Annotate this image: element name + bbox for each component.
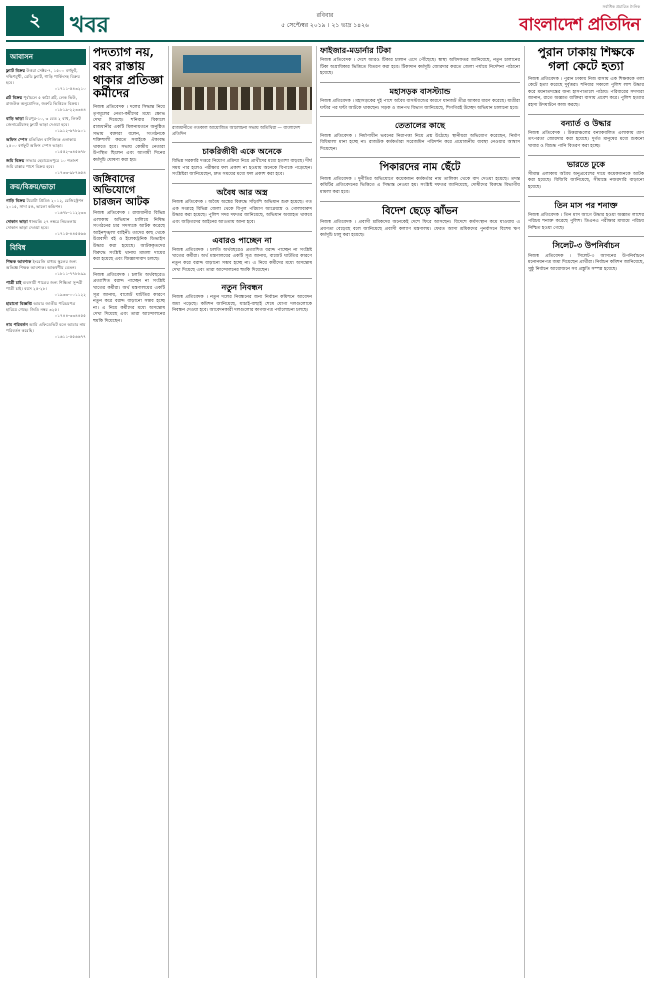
photo-banner xyxy=(183,55,301,72)
story-headline[interactable]: ভারতে ঢুকে xyxy=(566,158,606,169)
story-headline[interactable]: বিদেশ ছেড়ে ঝাঁভন xyxy=(382,205,458,217)
brand-tagline: সর্বাধিক প্রচারিত দৈনিক xyxy=(602,4,640,9)
story-headline[interactable]: পিকারদের নাম ছেঁটে xyxy=(379,162,461,174)
story-body: নিজস্ব প্রতিবেদক । প্রবাসী শ্রমিকদের অনেকেই দেশে ফিরে আসছেন। বিদেশে কর্মসংস্থান কমে যাওয়ায় এ প্রবণতা বেড়েছে বলে জানিয়েছে প্রবাসী কল্যাণ মন্ত্রণালয়। ফেরত আসা শ্রমিকদের পুনর্বাসনে বিশেষ ঋণ কর্মসূচি চালু করা হয়েছে। xyxy=(320,220,520,239)
story-headline[interactable]: মহাসড়ক বাসস্ট্যান্ড xyxy=(389,85,451,96)
divider xyxy=(528,236,644,237)
classified-heading: আবাসন xyxy=(6,49,86,65)
divider xyxy=(528,155,644,156)
divider xyxy=(93,268,165,269)
classified-item: পাত্রী চাই ব্যবসায়ী পাত্রের জন্য শিক্ষিতা সুন্দরী পাত্রী চাই। বয়স ২৫-২৮। ০১৯৩৩-০০১১২২ xyxy=(6,280,86,297)
story-headline[interactable]: তেতালের কাছে xyxy=(395,120,445,131)
classified-item: প্লট বিক্রয় পূর্বাচলে ৫ কাঠা প্লট, লেক ভিউ, রাজউক অনুমোদিত, জরুরি ভিত্তিতে বিক্রয়। ০১৮১৯-২২৩৩৪৪ xyxy=(6,95,86,112)
classified-item: শিক্ষক আবশ্যক ইংরেজি মাধ্যম স্কুলের জন্য অভিজ্ঞ শিক্ষক আবশ্যক। আকর্ষণীয় বেতন। ০১৮১১-৭৭৮৮৯৯ xyxy=(6,259,86,276)
divider xyxy=(320,157,520,158)
story-body: নিজস্ব প্রতিবেদক । উত্তরাঞ্চলের বন্যাকবলিত এলাকায় ত্রাণ তৎপরতা জোরদার করা হয়েছে। দুর্গত মানুষের মধ্যে শুকনো খাবার ও বিশুদ্ধ পানি বিতরণ করা হচ্ছে। xyxy=(528,130,644,149)
classified-item: দোকান ভাড়া ধানমন্ডি ২৭ নম্বরে নিচতলায় দোকান ভাড়া দেওয়া হবে। ০১৭১৫-৪৪৫৫৬৬ xyxy=(6,219,86,236)
story-body: সীমান্ত এলাকায় অবৈধ অনুপ্রবেশের দায়ে কয়েকজনকে আটক করা হয়েছে। বিজিবি জানিয়েছে, সীমান্তে নজরদারি বাড়ানো হয়েছে। xyxy=(528,171,644,190)
middle-news-column xyxy=(320,46,520,978)
story-body: নিজস্ব প্রতিবেদক । নির্মাণাধীন ভবনের নিরাপত্তা নিয়ে প্রশ্ন উঠেছে। স্থানীয়রা অভিযোগ করেছেন, নির্মাণ বিধিমালা মানা হচ্ছে না। রাজউক কর্মকর্তারা সরেজমিন পরিদর্শন করে প্রয়োজনীয় ব্যবস্থা নেওয়ার আশ্বাস দিয়েছেন। xyxy=(320,133,520,152)
divider xyxy=(320,116,520,117)
story-body: নিজস্ব প্রতিবেদক । চলতি অর্থবছরেও প্রত্যাশিত বরাদ্দ পাচ্ছেন না সংশ্লিষ্ট খাতের কর্মীরা। অর্থ মন্ত্রণালয়ের একটি সূত্র জানায়, বাজেট ঘাটতির কারণে নতুন করে বরাদ্দ বাড়ানো সম্ভব হচ্ছে না। এ নিয়ে কর্মীদের মধ্যে অসন্তোষ দেখা দিয়েছে এবং তারা আন্দোলনের হুমকি দিয়েছেন। xyxy=(172,247,312,273)
lead-headline[interactable]: পদত্যাগ নয়, বরং রাস্তায় থাকার প্রতিজ্ঞা কর্মীদের xyxy=(93,46,164,101)
column-divider xyxy=(316,46,317,978)
column-divider xyxy=(524,46,525,978)
divider xyxy=(528,114,644,115)
story-headline[interactable]: চাকরিজীবী একে অনেকে xyxy=(202,146,282,156)
story-headline[interactable]: পুরান ঢাকায় শিক্ষকে গলা কেটে হত্যা xyxy=(537,46,635,73)
story-body: বিভিন্ন সরকারি দপ্তরে নিয়োগ প্রক্রিয়া নিয়ে প্রার্থীদের মধ্যে হতাশা বাড়ছে। দীর্ঘ সময় পার হলেও পরীক্ষার ফল প্রকাশ না হওয়ায় অনেকে বিপাকে পড়েছেন। সংশ্লিষ্টরা জানিয়েছেন, দ্রুত সময়ের মধ্যে ফল প্রকাশ করা হবে। xyxy=(172,159,312,178)
classified-item: জমি বিক্রয় সাভার হেমায়েতপুরে ১০ শতাংশ জমি রাস্তার পাশে বিক্রয় হবে। ০১৭৩৩-৯৮৭৬৫৪ xyxy=(6,158,86,175)
story-body: নিজস্ব প্রতিবেদক । রাজধানীর বিভিন্ন এলাকায় অভিযান চালিয়ে নিষিদ্ধ সংগঠনের চার সদস্যকে আটক করেছে আইনশৃঙ্খলা বাহিনী। তাদের কাছ থেকে উগ্রবাদী বই ও ইলেকট্রনিক ডিভাইস উদ্ধার করা হয়েছে। আটককৃতদের বিরুদ্ধে সংশ্লিষ্ট থানায় মামলা দায়ের করা হয়েছে এবং জিজ্ঞাসাবাদ চলছে। xyxy=(93,211,165,263)
right-news-column xyxy=(528,46,644,978)
story-headline[interactable]: অবৈধ আর অস্ত্র xyxy=(216,186,268,197)
divider xyxy=(172,231,312,232)
story-headline[interactable]: ফাইজার-মডার্নার টিকা xyxy=(320,46,392,55)
divider xyxy=(172,183,312,184)
divider xyxy=(528,196,644,197)
story-headline[interactable]: বন্যার্ত ও উদ্ধার xyxy=(560,117,612,128)
classified-item: নাম পরিবর্তন আমি এফিডেভিট বলে আমার নাম পরিবর্তন করেছি। ০১৬১১-৫৫৬৬৭৭ xyxy=(6,322,86,339)
classified-item: বাড়ি ভাড়া মিরপুর-১০, ৩ বেড ২ বাথ, লিফট জেনারেটরসহ ফ্ল্যাট ভাড়া দেওয়া হবে। ০১৯১২-৬৭৮৯০১ xyxy=(6,116,86,133)
column-divider xyxy=(89,46,90,978)
story-body: নিজস্ব প্রতিবেদক । নতুন দলের নিবন্ধনের জন্য নির্বাচন কমিশনে আবেদন জমা পড়েছে। কমিশন জানিয়েছে, যাচাই-বাছাই শেষে যোগ্য দলগুলোকে নিবন্ধন দেওয়া হবে। আবেদনকারী দলগুলোর কাগজপত্র পর্যালোচনা চলছে। xyxy=(172,295,312,314)
story-body: নিজস্ব প্রতিবেদক । মহাসড়কের দুই পাশে অবৈধ বাসস্ট্যান্ডের কারণে যানজট তীব্র আকার ধারণ করেছে। যাত্রীরা ঘণ্টার পর ঘণ্টা আটকে থাকছেন। সড়ক ও জনপথ বিভাগ জানিয়েছে, শিগগিরই উচ্ছেদ অভিযান চালানো হবে। xyxy=(320,99,520,111)
story-body: নিজস্ব প্রতিবেদক । অবৈধ অস্ত্রের বিরুদ্ধে সাঁড়াশি অভিযান শুরু হয়েছে। গত এক সপ্তাহে বিভিন্ন জেলা থেকে বিপুল পরিমাণ আগ্নেয়াস্ত্র ও গোলাবারুদ উদ্ধার করা হয়েছে। পুলিশ সদর দফতর জানিয়েছে, অভিযান অব্যাহত থাকবে এবং জড়িতদের আইনের আওতায় আনা হবে। xyxy=(172,200,312,225)
masthead-rule xyxy=(6,40,644,42)
story-body: নিজস্ব প্রতিবেদক । পুরান ঢাকায় নিজ বাসায় এক শিক্ষককে গলা কেটে হত্যা করেছে দুর্বৃত্তরা। শনিবার সকালে পুলিশ লাশ উদ্ধার করে ময়নাতদন্তের জন্য হাসপাতালে পাঠায়। পরিবারের সদস্যরা জানান, রাতে অজ্ঞাত ব্যক্তিরা বাসায় প্রবেশ করে। পুলিশ হত্যার রহস্য উদঘাটনে কাজ করছে। xyxy=(528,76,644,108)
section-name: খবর xyxy=(70,12,109,38)
date-line: ৫ সেপ্টেম্বর ২০১৯ । ২১ ভাদ্র ১৪২৬ xyxy=(281,22,369,29)
photo-caption: রাজধানীতে গতকাল আয়োজিত আলোচনা সভায় অতিথিরা — বাংলাদেশ প্রতিদিন xyxy=(172,126,301,137)
lead-photo xyxy=(172,46,312,124)
classified-item: অফিস স্পেস মতিঝিল বাণিজ্যিক এলাকায় ২৫০০ বর্গফুট অফিস স্পেস ভাড়া। ০১৫৫২-৩৪৫৬৭৮ xyxy=(6,137,86,154)
classifieds-column xyxy=(6,46,86,978)
lead-body: নিজস্ব প্রতিবেদক । দলের সিদ্ধান্ত নিয়ে তৃণমূলের নেতা-কর্মীদের মধ্যে ক্ষোভ দেখা দিয়েছে। শনিবার বিকালে রাজধানীর একটি মিলনায়তনে অনুষ্ঠিত সভায় বক্তারা বলেন, সংগঠনকে শক্তিশালী করতে সবাইকে ঐক্যবদ্ধ থাকতে হবে। সভায় কেন্দ্রীয় নেতারা উপস্থিত ছিলেন এবং আগামী দিনের কর্মসূচি ঘোষণা করা হয়। xyxy=(93,105,165,163)
story-body: নিজস্ব প্রতিবেদক । তিন মাস আগে উদ্ধার হওয়া অজ্ঞাত লাশের পরিচয় শনাক্ত করেছে পুলিশ। ডিএনএ পরীক্ষার মাধ্যমে পরিচয় নিশ্চিত হওয়া গেছে। xyxy=(528,212,644,231)
brand-logo[interactable]: বাংলাদেশ প্রতিদিন xyxy=(519,15,640,35)
story-body: নিজস্ব প্রতিবেদক । সিলেট-৩ আসনের উপনির্বাচনে মনোনয়নপত্র জমা দিয়েছেন প্রার্থীরা। নির্বাচন কমিশন জানিয়েছে, সুষ্ঠু নির্বাচন আয়োজনে সব প্রস্তুতি সম্পন্ন হয়েছে। xyxy=(528,253,644,272)
left-news-column xyxy=(93,46,165,978)
center-news-column xyxy=(172,46,312,978)
story-body: নিজস্ব প্রতিবেদক । দুর্নীতির অভিযোগে কয়েকজন কর্মকর্তার নাম তালিকা থেকে বাদ দেওয়া হয়েছে। তদন্ত কমিটির প্রতিবেদনের ভিত্তিতে এ সিদ্ধান্ত নেওয়া হয়। সংশ্লিষ্ট দফতর জানিয়েছে, দোষীদের বিরুদ্ধে বিভাগীয় মামলা করা হবে। xyxy=(320,176,520,195)
story-body: নিজস্ব প্রতিবেদক । চলতি অর্থবছরেও প্রত্যাশিত বরাদ্দ পাচ্ছেন না সংশ্লিষ্ট খাতের কর্মীরা। অর্থ মন্ত্রণালয়ের একটি সূত্র জানায়, বাজেট ঘাটতির কারণে নতুন করে বরাদ্দ বাড়ানো সম্ভব হচ্ছে না। এ নিয়ে কর্মীদের মধ্যে অসন্তোষ দেখা দিয়েছে এবং তারা আন্দোলনের হুমকি দিয়েছেন। xyxy=(93,272,165,324)
page-number: ২ xyxy=(29,10,41,31)
divider xyxy=(320,82,520,83)
classified-heading: বিবিধ xyxy=(6,240,86,256)
column-divider xyxy=(168,46,169,978)
masthead xyxy=(0,0,650,40)
classified-item: হারানো বিজ্ঞপ্তি আমার জাতীয় পরিচয়পত্র হারিয়ে গেছে। জিডি নম্বর ৩২৫। ০১৭৪৪-৩৩৪৪৫৫ xyxy=(6,301,86,318)
classified-item: ফ্ল্যাট বিক্রয় উত্তরা সেক্টর-৭, ১৫০০ বর্গফুট, দক্ষিণমুখী, রেডি ফ্ল্যাট, গাড়ি পার্কিংসহ বিক্রয় হবে। ০১৭১১-৫৪৩২১০ xyxy=(6,68,86,91)
story-headline[interactable]: এবারও পাচ্ছেন না xyxy=(212,234,272,245)
divider xyxy=(172,142,312,143)
photo-table xyxy=(172,110,312,124)
divider xyxy=(93,169,165,170)
story-headline[interactable]: জঙ্গিবাদের অভিযোগে চারজন আটক xyxy=(93,173,150,208)
classified-heading: ক্রয়/বিক্রয়/ভাড়া xyxy=(6,179,86,195)
classified-item: গাড়ি বিক্রয় টয়োটা প্রিমিও ২০১২, রেজিস্ট্রেশন ২০১৫, সাদা রঙ, ভালো কন্ডিশন। ০১৬৭৮-১১২২৩৩ xyxy=(6,198,86,215)
divider xyxy=(320,201,520,202)
story-body: নিজস্ব প্রতিবেদক । দেশে আরও টিকার চালান এসে পৌঁছেছে। স্বাস্থ্য অধিদফতর জানিয়েছে, নতুন চালানের টিকা অগ্রাধিকার ভিত্তিতে বিতরণ করা হবে। টিকাদান কর্মসূচি জোরদার করতে জেলা পর্যায়ে নির্দেশনা পাঠানো হয়েছে। xyxy=(320,58,520,77)
divider xyxy=(172,278,312,279)
story-headline[interactable]: সিলেট-৩ উপনির্বাচন xyxy=(552,240,620,251)
day-line: রবিবার xyxy=(316,12,334,19)
story-headline[interactable]: নতুন নিবন্ধন xyxy=(221,282,263,293)
story-headline[interactable]: তিন মাস পর শনাক্ত xyxy=(554,199,618,210)
